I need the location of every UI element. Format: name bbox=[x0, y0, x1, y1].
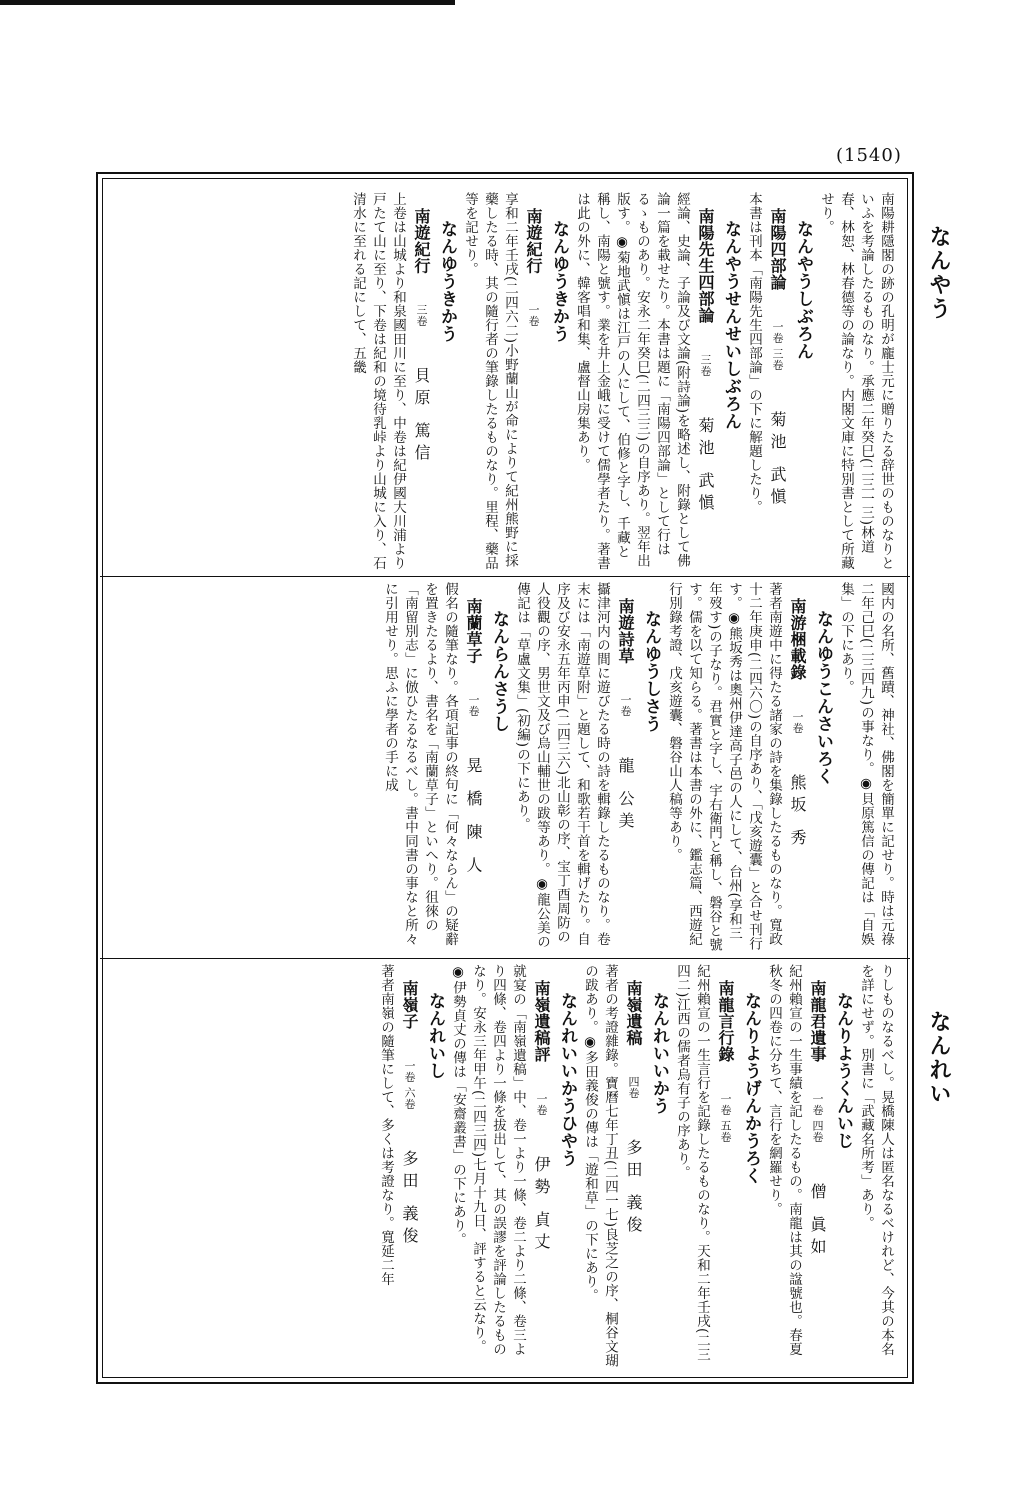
entry-title-row bbox=[692, 192, 718, 572]
entry-author: 多田 義俊 bbox=[400, 1149, 419, 1249]
entry-body-text: 攝津河内の間に遊びたる時の詩を輯錄したるものなり。卷末には「南遊草附」と題して、和歌若干首を輯げたり。自序及び安永五年丙申(二四三六)北山彰の序、宝丁酉周防の人役觀の序、男世文及び烏山輔世の跋等あり。◉龍公美の傳記は「草盧文集」(初編)の下にあり。 bbox=[514, 582, 610, 949]
entry-title-row bbox=[396, 964, 422, 1368]
entry-author: 僧 眞如 bbox=[808, 1182, 827, 1260]
entry-title: 南遊詩草 bbox=[616, 598, 635, 664]
entry-reading-heading: なんらんさうし bbox=[489, 610, 509, 733]
entry-title-row bbox=[408, 192, 434, 572]
entry-body-text: 上卷は山城より和泉國田川に至り、中卷は紀伊國大川浦より戸たて山に至り、下卷は紀和の境待乳峠より山城に入り、石清水に至れる記にして、五畿 bbox=[350, 192, 406, 570]
entry-reading-heading: なんれいし bbox=[425, 992, 445, 1080]
entry-author: 龍 公美 bbox=[616, 757, 635, 835]
entry-title-row bbox=[612, 582, 638, 952]
entry-title: 南蘭草子 bbox=[464, 598, 483, 664]
entry-volumes: 一卷 五卷 bbox=[719, 1092, 732, 1143]
entry-title: 南嶺遺稿 bbox=[624, 980, 643, 1046]
entry-body-text: りしものなるべし。晃橋陳人は匿名なるべけれど、今其の本名を詳にせず。別書に「武藏名所考」あり。 bbox=[858, 964, 894, 1356]
entry-title: 南遊紀行 bbox=[524, 208, 543, 274]
entry-body-text: 紀州賴宣の一生事績を記したるもの。南龍は其の諡號也。春夏秋冬の四卷に分ちて、言行を網羅せり。 bbox=[766, 964, 802, 1356]
entry-reading-heading: なんゆうきかう bbox=[549, 220, 569, 343]
entry-volumes: 一卷 bbox=[527, 304, 540, 327]
entry-title-row bbox=[528, 964, 554, 1368]
text-block-lower bbox=[112, 964, 896, 1368]
entry-reading-heading: なんやうせんせいしぶろん bbox=[721, 220, 741, 430]
entry-title-row bbox=[784, 582, 810, 952]
entry-title: 南陽先生四部論 bbox=[696, 208, 715, 324]
entry-title-row bbox=[460, 582, 486, 952]
entry-title: 南游梱載錄 bbox=[788, 598, 807, 681]
entry-reading-heading: なんりようくんいじ bbox=[833, 992, 853, 1150]
entry-title-row bbox=[712, 964, 738, 1368]
entry-volumes: 三卷 bbox=[415, 304, 428, 327]
entry-reading-heading: なんりようげんかうろく bbox=[741, 992, 761, 1185]
page-number: (1540) bbox=[836, 145, 902, 166]
entry-title: 南嶺子 bbox=[400, 980, 419, 1030]
top-rule bbox=[0, 0, 455, 5]
entry-author: 熊坂 秀 bbox=[788, 773, 807, 851]
entry-body-text: 經論、史論、子論及び文論(附詩論)を略述し、附錄として佛論一篇を載せたり。本書は題に「南陽四部論」として行はるゝものあり。安永二年癸巳(二四三三)の自序あり。翌年出版す。◉菊地武愼は江戸の人にして、伯修と字し、千藏と稱し、南陽と號す。業を井上金峨に受けて儒學者たり。著書は此の外に、韓客唱和集、盧督山房集あり。 bbox=[574, 192, 690, 570]
section-divider bbox=[100, 576, 910, 577]
entry-body-text: 就宴の「南嶺遺稿」中、卷一より一條、卷二より二條、卷三より四條、卷四より一條を拔出して、其の誤謬を評論したるものなり。安永三年甲午(二四三四)七月十九日、評すると云なり。◉伊勢貞丈の傳は「安齋叢書」の下にあり。 bbox=[450, 964, 526, 1356]
entry-volumes: 一卷 bbox=[619, 694, 632, 717]
entry-author: 多田 義俊 bbox=[624, 1139, 643, 1239]
entry-body-text: 國内の名所、舊蹟、神社、佛閣を簡單に記せり。時は元祿二年己巳(二三四九)の事なり。◉貝原篤信の傳記は「自娛集」の下にあり。 bbox=[838, 582, 894, 947]
entry-reading-heading: なんゆうこんさいろく bbox=[813, 610, 833, 785]
entry-body-text: 著者の考證雜錄。寶曆七年丁丑(二四一七)良芝之の序、桐谷文瑚の跋あり。◉多田義俊の傳は「遊和草」の下にあり。 bbox=[582, 964, 618, 1368]
entry-volumes: 四卷 bbox=[627, 1076, 640, 1099]
entry-title: 南龍君遺事 bbox=[808, 980, 827, 1063]
running-header-bottom: なんれい bbox=[926, 1010, 952, 1106]
entry-body-text: 著者南遊中に得たる諸家の詩を集錄したるものなり。寬政十二年庚申(二四六〇)の自序あり、「戊亥遊囊」と合せ刊行す。◉熊坂秀は奧州伊達高子邑の人にして、台州(享和三年歿す)の子なり。君實と字し、宇右衛門と稱し、磐谷と號す。儒を以て知らる。著書は本書の外に、鑑志篇、西遊紀行別錄考證、戊亥遊囊、磐谷山人稿等あり。 bbox=[666, 582, 782, 952]
entry-reading-heading: なんれいいかうひやう bbox=[557, 992, 577, 1167]
entry-reading-heading: なんれいいかう bbox=[649, 992, 669, 1115]
entry-volumes: 一卷 bbox=[535, 1092, 548, 1116]
entry-author: 伊勢 貞丈 bbox=[532, 1155, 551, 1255]
entry-volumes: 一卷 bbox=[467, 694, 480, 717]
entry-title: 南遊紀行 bbox=[412, 208, 431, 274]
section-divider bbox=[100, 958, 910, 959]
entry-author: 貝原 篤信 bbox=[412, 367, 431, 467]
entry-author: 菊池 武愼 bbox=[696, 416, 715, 516]
entry-reading-heading: なんゆうしさう bbox=[641, 610, 661, 733]
text-block-middle bbox=[112, 582, 896, 952]
entry-title-row bbox=[804, 964, 830, 1368]
entry-reading-heading: なんやうしぶろん bbox=[793, 220, 813, 360]
entry-title: 南嶺遺稿評 bbox=[532, 980, 551, 1063]
entry-title-row bbox=[620, 964, 646, 1368]
entry-volumes: 一卷 六卷 bbox=[403, 1059, 416, 1110]
entry-title: 南龍言行錄 bbox=[716, 980, 735, 1063]
text-block-upper bbox=[112, 192, 896, 572]
entry-author: 菊池 武愼 bbox=[768, 410, 787, 510]
entry-title: 南陽四部論 bbox=[768, 208, 787, 291]
entry-reading-heading: なんゆうきかう bbox=[437, 220, 457, 343]
entry-author: 晃 橋 陳 人 bbox=[464, 757, 483, 879]
entry-title-row bbox=[764, 192, 790, 572]
entry-body-text: 本書は刊本「南陽先生四部論」の下に解題したり。 bbox=[746, 192, 762, 514]
entry-title-row bbox=[520, 192, 546, 572]
entry-volumes: 一卷 bbox=[791, 710, 804, 734]
running-header-top: なんやう bbox=[926, 225, 952, 321]
entry-body-text: 紀州賴宣の一生言行を記錄したるものなり。天和二年壬戌(二三四二)江西の儒者烏有子の序あり。 bbox=[674, 964, 710, 1362]
entry-body-text: 著者南嶺の隨筆にして、多くは考證なり。寬延二年 bbox=[378, 964, 394, 1286]
entry-body-text: 假名の隨筆なり。各項記事の終句に「何々ならん」の疑辭を置きたるより、書名を「南蘭草子」といへり。徂徠の「南留別志」に倣ひたるなるべし。書中同書の事なと所々に引用せり。思ふに學者の手に成 bbox=[382, 582, 458, 946]
entry-volumes: 一卷 三卷 bbox=[771, 320, 784, 371]
entry-volumes: 三卷 bbox=[699, 353, 712, 377]
entry-body-text: 享和二年壬戌(二四六二)小野蘭山が命によりて紀州熊野に採藥したる時、其の隨行者の筆錄したるものなり。里程、藥品等を記せり。 bbox=[462, 192, 518, 570]
entry-volumes: 一卷 四卷 bbox=[811, 1092, 824, 1143]
entry-body-text: 南陽耕隱閣の跡の孔明が龐士元に贈りたる辞世のものなりといふを考論したるものなり。承應二年癸巳(二三一三)林道春、林恕、林春德等の論なり。内閣文庫に特別書として所藏せり。 bbox=[818, 192, 894, 570]
